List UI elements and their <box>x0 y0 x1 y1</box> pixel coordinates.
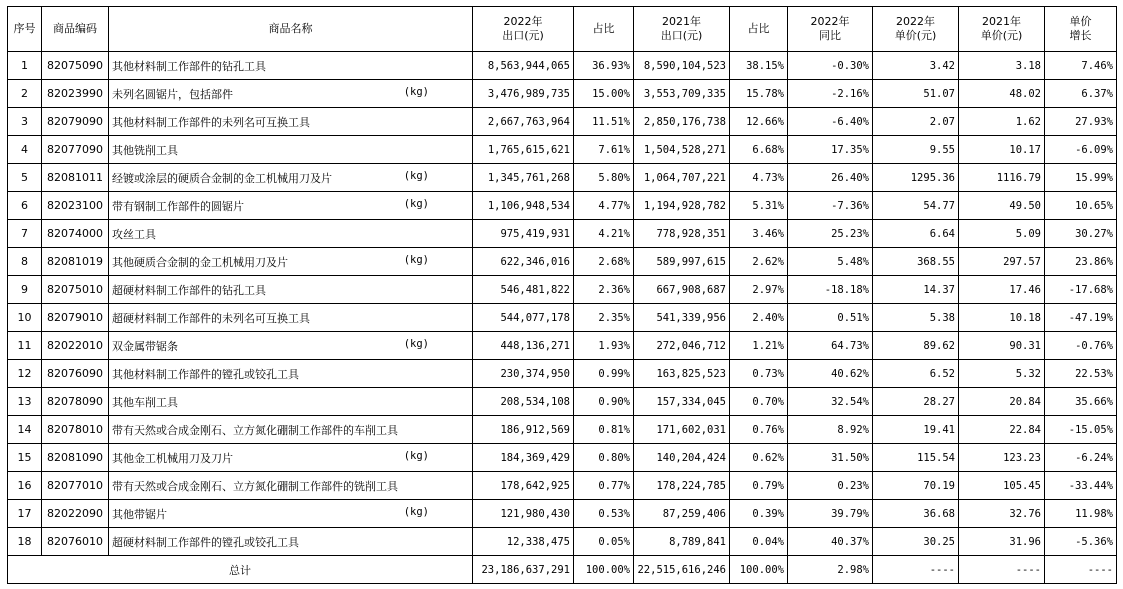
cell-name-text: 其他材料制工作部件的未列名可互换工具 <box>112 115 310 129</box>
cell-no: 13 <box>8 388 42 416</box>
cell-share-2022: 4.77% <box>574 192 634 220</box>
cell-price-growth: -17.68% <box>1045 276 1117 304</box>
cell-price-2021: 5.09 <box>959 220 1045 248</box>
cell-name-text: 超硬材料制工作部件的未列名可互换工具 <box>112 311 310 325</box>
cell-price-2021: 297.57 <box>959 248 1045 276</box>
cell-code: 82075090 <box>42 52 109 80</box>
cell-no: 15 <box>8 444 42 472</box>
cell-price-2021: 20.84 <box>959 388 1045 416</box>
cell-code: 82078010 <box>42 416 109 444</box>
cell-export-2021: 541,339,956 <box>634 304 730 332</box>
total-yoy: 2.98% <box>788 556 873 584</box>
cell-share-2022: 0.53% <box>574 500 634 528</box>
cell-export-2021: 178,224,785 <box>634 472 730 500</box>
cell-share-2021: 0.62% <box>730 444 788 472</box>
table-row <box>8 108 1117 136</box>
cell-unit: (kg) <box>403 337 429 350</box>
cell-price-2022: 115.54 <box>873 444 959 472</box>
cell-yoy: -2.16% <box>788 80 873 108</box>
cell-share-2021: 4.73% <box>730 164 788 192</box>
cell-share-2022: 4.21% <box>574 220 634 248</box>
cell-name-text: 其他金工机械用刀及刀片 <box>112 451 233 465</box>
total-price-2022: ---- <box>873 556 959 584</box>
total-share-2022: 100.00% <box>574 556 634 584</box>
header-yoy-2022: 2022年 同比 <box>788 7 873 52</box>
table-row <box>8 52 1117 80</box>
cell-code: 82023100 <box>42 192 109 220</box>
cell-share-2021: 0.70% <box>730 388 788 416</box>
cell-price-growth: 30.27% <box>1045 220 1117 248</box>
cell-price-growth: -33.44% <box>1045 472 1117 500</box>
cell-export-2022: 1,106,948,534 <box>473 192 574 220</box>
cell-export-2021: 589,997,615 <box>634 248 730 276</box>
cell-price-2021: 22.84 <box>959 416 1045 444</box>
cell-price-2022: 6.64 <box>873 220 959 248</box>
table-row <box>8 472 1117 500</box>
cell-price-growth: 35.66% <box>1045 388 1117 416</box>
cell-unit: (kg) <box>403 197 429 210</box>
table-row <box>8 528 1117 556</box>
cell-code: 82022090 <box>42 500 109 528</box>
cell-name-text: 其他硬质合金制的金工机械用刀及片 <box>112 255 288 269</box>
cell-price-2021: 49.50 <box>959 192 1045 220</box>
cell-price-2021: 48.02 <box>959 80 1045 108</box>
table-body <box>8 52 1117 556</box>
cell-unit: (kg) <box>403 505 429 518</box>
cell-export-2021: 140,204,424 <box>634 444 730 472</box>
cell-share-2021: 0.79% <box>730 472 788 500</box>
cell-name <box>109 276 473 304</box>
cell-share-2021: 15.78% <box>730 80 788 108</box>
cell-price-2021: 5.32 <box>959 360 1045 388</box>
cell-export-2021: 8,590,104,523 <box>634 52 730 80</box>
cell-name <box>109 108 473 136</box>
cell-price-2022: 1295.36 <box>873 164 959 192</box>
cell-price-2022: 5.38 <box>873 304 959 332</box>
cell-no: 9 <box>8 276 42 304</box>
cell-export-2022: 1,345,761,268 <box>473 164 574 192</box>
cell-export-2022: 448,136,271 <box>473 332 574 360</box>
cell-name-text: 超硬材料制工作部件的镗孔或铰孔工具 <box>112 535 299 549</box>
cell-share-2022: 0.99% <box>574 360 634 388</box>
header-name: 商品名称 <box>109 7 473 52</box>
cell-name <box>109 528 473 556</box>
cell-no: 7 <box>8 220 42 248</box>
cell-price-2022: 2.07 <box>873 108 959 136</box>
cell-price-2021: 105.45 <box>959 472 1045 500</box>
header-price-2022: 2022年 单价(元) <box>873 7 959 52</box>
table-row <box>8 220 1117 248</box>
cell-price-growth: 6.37% <box>1045 80 1117 108</box>
cell-share-2021: 38.15% <box>730 52 788 80</box>
cell-price-growth: -47.19% <box>1045 304 1117 332</box>
cell-price-2021: 10.18 <box>959 304 1045 332</box>
cell-name-text: 双金属带锯条 <box>112 339 178 353</box>
cell-unit: (kg) <box>403 449 429 462</box>
cell-code: 82081011 <box>42 164 109 192</box>
cell-name <box>109 332 473 360</box>
cell-name <box>109 304 473 332</box>
cell-name <box>109 220 473 248</box>
table-row <box>8 80 1117 108</box>
cell-export-2022: 178,642,925 <box>473 472 574 500</box>
table-row <box>8 276 1117 304</box>
cell-name <box>109 444 473 472</box>
cell-share-2022: 2.36% <box>574 276 634 304</box>
cell-price-growth: 22.53% <box>1045 360 1117 388</box>
cell-export-2021: 272,046,712 <box>634 332 730 360</box>
cell-code: 82076090 <box>42 360 109 388</box>
cell-price-2022: 368.55 <box>873 248 959 276</box>
cell-export-2021: 157,334,045 <box>634 388 730 416</box>
cell-share-2021: 3.46% <box>730 220 788 248</box>
cell-name-text: 未列名圆锯片，包括部件 <box>112 87 233 101</box>
cell-name <box>109 136 473 164</box>
cell-export-2021: 1,504,528,271 <box>634 136 730 164</box>
cell-name-text: 带有钢制工作部件的圆锯片 <box>112 199 244 213</box>
cell-yoy: 25.23% <box>788 220 873 248</box>
cell-yoy: 39.79% <box>788 500 873 528</box>
cell-share-2021: 1.21% <box>730 332 788 360</box>
cell-export-2021: 2,850,176,738 <box>634 108 730 136</box>
cell-export-2022: 184,369,429 <box>473 444 574 472</box>
cell-export-2022: 622,346,016 <box>473 248 574 276</box>
cell-share-2021: 0.39% <box>730 500 788 528</box>
cell-code: 82075010 <box>42 276 109 304</box>
cell-no: 8 <box>8 248 42 276</box>
cell-export-2021: 778,928,351 <box>634 220 730 248</box>
cell-yoy: 0.51% <box>788 304 873 332</box>
header-code: 商品编码 <box>42 7 109 52</box>
table-row <box>8 248 1117 276</box>
cell-yoy: -18.18% <box>788 276 873 304</box>
cell-export-2022: 3,476,989,735 <box>473 80 574 108</box>
cell-no: 11 <box>8 332 42 360</box>
cell-code: 82076010 <box>42 528 109 556</box>
cell-share-2022: 11.51% <box>574 108 634 136</box>
cell-yoy: -0.30% <box>788 52 873 80</box>
cell-share-2021: 5.31% <box>730 192 788 220</box>
cell-export-2022: 230,374,950 <box>473 360 574 388</box>
cell-no: 5 <box>8 164 42 192</box>
cell-share-2022: 0.80% <box>574 444 634 472</box>
cell-share-2022: 36.93% <box>574 52 634 80</box>
cell-share-2021: 2.97% <box>730 276 788 304</box>
cell-share-2021: 0.73% <box>730 360 788 388</box>
header-export-2021: 2021年 出口(元) <box>634 7 730 52</box>
cell-price-growth: 23.86% <box>1045 248 1117 276</box>
cell-name-text: 经镀或涂层的硬质合金制的金工机械用刀及片 <box>112 171 332 185</box>
cell-no: 17 <box>8 500 42 528</box>
cell-price-2021: 3.18 <box>959 52 1045 80</box>
cell-yoy: 31.50% <box>788 444 873 472</box>
cell-price-2022: 54.77 <box>873 192 959 220</box>
cell-price-2021: 123.23 <box>959 444 1045 472</box>
cell-unit: (kg) <box>403 85 429 98</box>
cell-share-2022: 0.77% <box>574 472 634 500</box>
header-no: 序号 <box>8 7 42 52</box>
cell-code: 82077010 <box>42 472 109 500</box>
cell-price-2022: 9.55 <box>873 136 959 164</box>
cell-export-2021: 163,825,523 <box>634 360 730 388</box>
cell-export-2021: 1,064,707,221 <box>634 164 730 192</box>
total-export-2022: 23,186,637,291 <box>473 556 574 584</box>
cell-export-2021: 8,789,841 <box>634 528 730 556</box>
cell-price-2022: 36.68 <box>873 500 959 528</box>
cell-price-2021: 90.31 <box>959 332 1045 360</box>
cell-price-2022: 51.07 <box>873 80 959 108</box>
cell-price-2021: 17.46 <box>959 276 1045 304</box>
cell-share-2021: 0.76% <box>730 416 788 444</box>
cell-export-2021: 667,908,687 <box>634 276 730 304</box>
cell-name <box>109 416 473 444</box>
cell-name <box>109 164 473 192</box>
cell-export-2022: 121,980,430 <box>473 500 574 528</box>
cell-share-2022: 15.00% <box>574 80 634 108</box>
table-row <box>8 332 1117 360</box>
cell-share-2021: 0.04% <box>730 528 788 556</box>
cell-export-2022: 2,667,763,964 <box>473 108 574 136</box>
cell-unit: (kg) <box>403 253 429 266</box>
cell-yoy: 64.73% <box>788 332 873 360</box>
cell-price-2021: 32.76 <box>959 500 1045 528</box>
export-table <box>7 6 1117 584</box>
cell-price-growth: -6.09% <box>1045 136 1117 164</box>
cell-name <box>109 500 473 528</box>
total-price-growth: ---- <box>1045 556 1117 584</box>
total-price-2021: ---- <box>959 556 1045 584</box>
total-share-2021: 100.00% <box>730 556 788 584</box>
cell-name-text: 其他材料制工作部件的镗孔或铰孔工具 <box>112 367 299 381</box>
table-row <box>8 500 1117 528</box>
cell-yoy: 26.40% <box>788 164 873 192</box>
cell-price-growth: 7.46% <box>1045 52 1117 80</box>
cell-price-growth: 10.65% <box>1045 192 1117 220</box>
cell-price-growth: 27.93% <box>1045 108 1117 136</box>
cell-yoy: 40.62% <box>788 360 873 388</box>
cell-export-2022: 12,338,475 <box>473 528 574 556</box>
total-export-2021: 22,515,616,246 <box>634 556 730 584</box>
cell-price-growth: -6.24% <box>1045 444 1117 472</box>
total-row <box>8 556 1117 584</box>
cell-name <box>109 248 473 276</box>
cell-name-text: 超硬材料制工作部件的钻孔工具 <box>112 283 266 297</box>
cell-share-2022: 2.35% <box>574 304 634 332</box>
cell-name <box>109 192 473 220</box>
cell-name-text: 其他带锯片 <box>112 507 167 521</box>
table-row <box>8 416 1117 444</box>
cell-yoy: -7.36% <box>788 192 873 220</box>
cell-share-2021: 12.66% <box>730 108 788 136</box>
cell-export-2022: 975,419,931 <box>473 220 574 248</box>
cell-price-2022: 30.25 <box>873 528 959 556</box>
cell-share-2022: 5.80% <box>574 164 634 192</box>
cell-yoy: 17.35% <box>788 136 873 164</box>
header-price-growth: 单价 增长 <box>1045 7 1117 52</box>
header-share-2021: 占比 <box>730 7 788 52</box>
cell-name <box>109 388 473 416</box>
cell-yoy: 40.37% <box>788 528 873 556</box>
cell-unit: (kg) <box>403 169 429 182</box>
cell-code: 82079090 <box>42 108 109 136</box>
cell-export-2021: 1,194,928,782 <box>634 192 730 220</box>
cell-export-2022: 186,912,569 <box>473 416 574 444</box>
cell-share-2022: 0.81% <box>574 416 634 444</box>
cell-export-2022: 544,077,178 <box>473 304 574 332</box>
header-export-2022: 2022年 出口(元) <box>473 7 574 52</box>
cell-price-growth: -0.76% <box>1045 332 1117 360</box>
header-share-2022: 占比 <box>574 7 634 52</box>
table-row <box>8 192 1117 220</box>
cell-share-2022: 0.05% <box>574 528 634 556</box>
cell-code: 82079010 <box>42 304 109 332</box>
cell-export-2022: 546,481,822 <box>473 276 574 304</box>
cell-price-growth: 11.98% <box>1045 500 1117 528</box>
cell-export-2021: 171,602,031 <box>634 416 730 444</box>
cell-export-2022: 8,563,944,065 <box>473 52 574 80</box>
cell-share-2022: 7.61% <box>574 136 634 164</box>
cell-code: 82022010 <box>42 332 109 360</box>
cell-price-2021: 1.62 <box>959 108 1045 136</box>
cell-yoy: -6.40% <box>788 108 873 136</box>
cell-price-2021: 10.17 <box>959 136 1045 164</box>
cell-name-text: 其他铣削工具 <box>112 143 178 157</box>
table-row <box>8 444 1117 472</box>
cell-share-2022: 2.68% <box>574 248 634 276</box>
cell-share-2022: 1.93% <box>574 332 634 360</box>
cell-code: 82081090 <box>42 444 109 472</box>
cell-export-2022: 1,765,615,621 <box>473 136 574 164</box>
cell-name-text: 带有天然或合成金刚石、立方氮化硼制工作部件的铣削工具 <box>112 479 398 493</box>
cell-price-2022: 70.19 <box>873 472 959 500</box>
cell-code: 82078090 <box>42 388 109 416</box>
cell-yoy: 5.48% <box>788 248 873 276</box>
cell-share-2022: 0.90% <box>574 388 634 416</box>
cell-price-2022: 89.62 <box>873 332 959 360</box>
cell-price-2022: 28.27 <box>873 388 959 416</box>
cell-no: 16 <box>8 472 42 500</box>
cell-code: 82074000 <box>42 220 109 248</box>
cell-share-2021: 2.62% <box>730 248 788 276</box>
table-row <box>8 360 1117 388</box>
cell-export-2021: 87,259,406 <box>634 500 730 528</box>
cell-name-text: 攻丝工具 <box>112 227 156 241</box>
cell-price-2022: 14.37 <box>873 276 959 304</box>
cell-price-2022: 3.42 <box>873 52 959 80</box>
cell-name-text: 带有天然或合成金刚石、立方氮化硼制工作部件的车削工具 <box>112 423 398 437</box>
cell-name <box>109 80 473 108</box>
cell-name <box>109 52 473 80</box>
cell-name-text: 其他材料制工作部件的钻孔工具 <box>112 59 266 73</box>
cell-code: 82023990 <box>42 80 109 108</box>
cell-no: 1 <box>8 52 42 80</box>
cell-price-growth: 15.99% <box>1045 164 1117 192</box>
cell-code: 82077090 <box>42 136 109 164</box>
table-row <box>8 164 1117 192</box>
cell-yoy: 0.23% <box>788 472 873 500</box>
cell-export-2021: 3,553,709,335 <box>634 80 730 108</box>
cell-code: 82081019 <box>42 248 109 276</box>
cell-price-2022: 6.52 <box>873 360 959 388</box>
cell-no: 14 <box>8 416 42 444</box>
cell-no: 2 <box>8 80 42 108</box>
cell-price-growth: -5.36% <box>1045 528 1117 556</box>
cell-name <box>109 472 473 500</box>
cell-name <box>109 360 473 388</box>
cell-yoy: 32.54% <box>788 388 873 416</box>
cell-no: 10 <box>8 304 42 332</box>
cell-no: 6 <box>8 192 42 220</box>
total-label: 总计 <box>8 556 473 584</box>
cell-export-2022: 208,534,108 <box>473 388 574 416</box>
cell-price-2021: 1116.79 <box>959 164 1045 192</box>
table-row <box>8 388 1117 416</box>
cell-no: 3 <box>8 108 42 136</box>
cell-share-2021: 2.40% <box>730 304 788 332</box>
cell-no: 4 <box>8 136 42 164</box>
cell-share-2021: 6.68% <box>730 136 788 164</box>
cell-price-growth: -15.05% <box>1045 416 1117 444</box>
table-row <box>8 136 1117 164</box>
cell-price-2022: 19.41 <box>873 416 959 444</box>
table-row <box>8 304 1117 332</box>
header-row <box>8 7 1117 52</box>
cell-name-text: 其他车削工具 <box>112 395 178 409</box>
cell-no: 12 <box>8 360 42 388</box>
cell-price-2021: 31.96 <box>959 528 1045 556</box>
cell-yoy: 8.92% <box>788 416 873 444</box>
cell-no: 18 <box>8 528 42 556</box>
header-price-2021: 2021年 单价(元) <box>959 7 1045 52</box>
